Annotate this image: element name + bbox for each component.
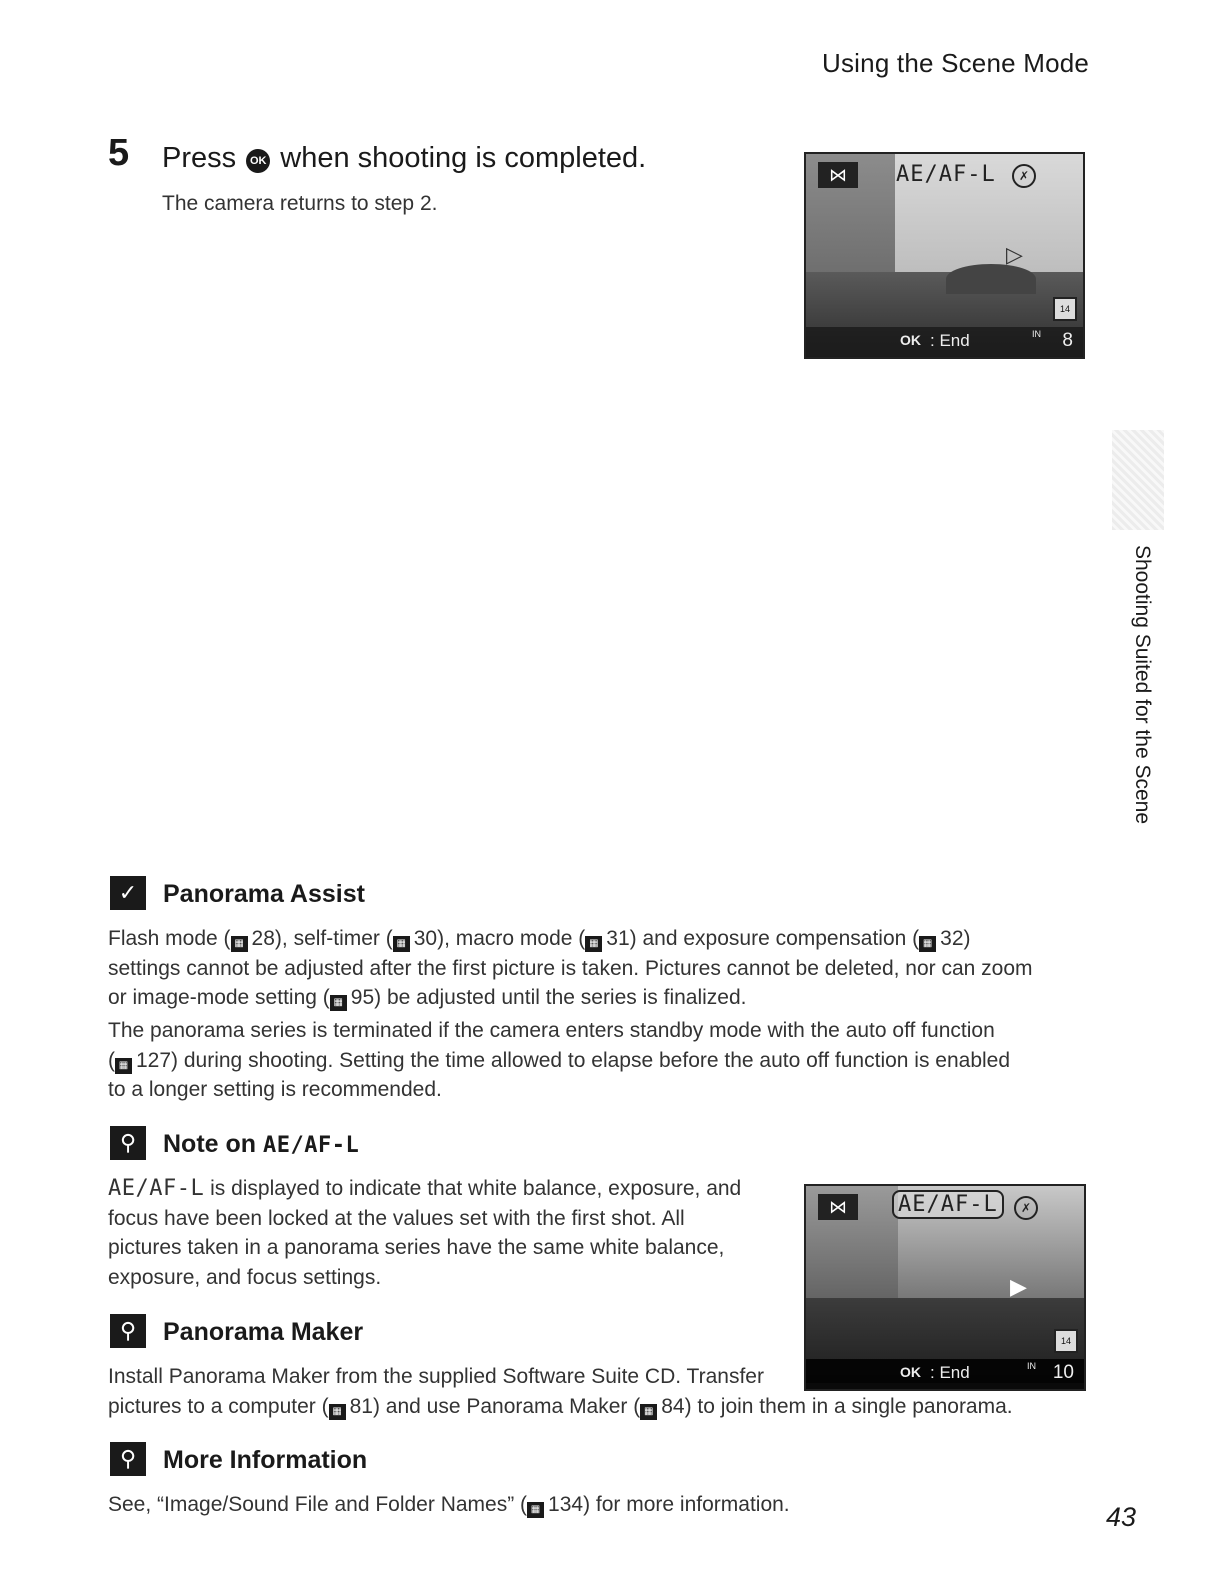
book-reference-icon: ▦: [330, 995, 347, 1011]
end-label: : End: [930, 331, 970, 350]
internal-memory-label: IN: [1032, 329, 1041, 339]
direction-arrow-icon: ▷: [1006, 242, 1023, 267]
paragraph-line: pictures to a computer ( ▦ 81) and use Panorama Maker ( ▦ 84) to join them in a single panorama.: [108, 1394, 1013, 1418]
magnifier-note-icon: ⚲: [110, 1314, 146, 1348]
paragraph-line: or image-mode setting ( ▦ 95) be adjusted until the series is finalized.: [108, 986, 747, 1009]
panorama-icon: ⋈: [818, 1194, 858, 1220]
image-size-icon: 14: [1053, 297, 1077, 321]
step-number: 5: [108, 132, 130, 174]
paragraph-line: to a longer setting is recommended.: [108, 1078, 442, 1101]
note-aeaf-heading: Note on AE/AF-L: [163, 1130, 360, 1158]
flash-off-icon: ✗: [1014, 1196, 1038, 1220]
page-number: 43: [1106, 1502, 1137, 1532]
exposure-count: 10: [1052, 1362, 1074, 1383]
paragraph-line: Flash mode ( ▦ 28), self-timer ( ▦ 30), macro mode ( ▦ 31) and exposure compensation ( ▦ 32): [108, 927, 971, 950]
book-reference-icon: ▦: [231, 936, 248, 952]
book-reference-icon: ▦: [527, 1502, 544, 1518]
ok-button-icon: OK: [246, 149, 270, 173]
magnifier-note-icon: ⚲: [110, 1442, 146, 1476]
panorama-assist-heading: Panorama Assist: [163, 880, 365, 908]
side-tab-marker: [1112, 430, 1164, 530]
paragraph-line: Install Panorama Maker from the supplied Software Suite CD. Transfer: [108, 1365, 764, 1388]
magnifier-note-icon: ⚲: [110, 1126, 146, 1160]
paragraph-line: focus have been locked at the values set with the first shot. All: [108, 1206, 685, 1230]
panorama-icon: ⋈: [818, 162, 858, 188]
image-size-icon: 14: [1054, 1329, 1078, 1353]
step-title: [162, 142, 646, 175]
aeaf-lock-indicator: AE/AF-L: [892, 1190, 1004, 1219]
side-section-tab: Shooting Suited for the Scene: [1131, 545, 1154, 825]
book-reference-icon: ▦: [919, 936, 936, 952]
paragraph-line: pictures taken in a panorama series have the same white balance,: [108, 1236, 725, 1259]
end-label: : End: [930, 1363, 970, 1382]
camera-screen-2: [804, 1184, 1086, 1391]
book-reference-icon: ▦: [393, 936, 410, 952]
panorama-assist-paragraph-1: [108, 924, 1108, 1013]
more-information-paragraph: [108, 1490, 1008, 1520]
panorama-assist-paragraph-2: [108, 1016, 1108, 1105]
aeaf-symbol: AE/AF-L: [263, 1133, 360, 1158]
internal-memory-label: IN: [1027, 1361, 1036, 1371]
book-reference-icon: ▦: [585, 936, 602, 952]
more-information-heading: More Information: [163, 1446, 368, 1474]
camera-screen-1: [804, 152, 1085, 359]
book-reference-icon: ▦: [329, 1404, 346, 1420]
step-body: The camera returns to step 2.: [162, 192, 438, 215]
exposure-count: 8: [1062, 330, 1073, 351]
panorama-maker-heading: Panorama Maker: [163, 1318, 364, 1346]
page-header-title: Using the Scene Mode: [822, 48, 1090, 78]
flash-off-icon: ✗: [1012, 164, 1036, 188]
paragraph-line: See, “Image/Sound File and Folder Names” ( ▦ 134) for more information.: [108, 1493, 790, 1516]
step-title-after: when shooting is completed.: [280, 142, 647, 174]
book-reference-icon: ▦: [115, 1058, 132, 1074]
aeaf-symbol: AE/AF-L: [108, 1176, 205, 1201]
direction-arrow-icon: ▶: [1010, 1274, 1027, 1299]
paragraph-line: settings cannot be adjusted after the first picture is taken. Pictures cannot be deleted, nor can zoom: [108, 956, 1033, 980]
ok-label: OK: [900, 332, 921, 348]
paragraph-line: The panorama series is terminated if the camera enters standby mode with the auto off function: [108, 1019, 995, 1042]
aeaf-lock-indicator: AE/AF-L: [896, 162, 996, 187]
screen-status-bar: [806, 327, 1083, 357]
note-aeaf-paragraph: [108, 1174, 788, 1292]
step-title-before: Press: [162, 142, 237, 174]
checkmark-caution-icon: ✓: [110, 876, 146, 910]
mountain-silhouette: [946, 264, 1036, 294]
paragraph-line: ( ▦ 127) during shooting. Setting the time allowed to elapse before the auto off function is enabled: [108, 1048, 1011, 1072]
ok-label: OK: [900, 1364, 921, 1380]
book-reference-icon: ▦: [640, 1404, 657, 1420]
panorama-maker-paragraph: [108, 1362, 1108, 1421]
paragraph-line: exposure, and focus settings.: [108, 1265, 382, 1289]
paragraph-line: AE/AF-L is displayed to indicate that white balance, exposure, and: [108, 1176, 742, 1201]
